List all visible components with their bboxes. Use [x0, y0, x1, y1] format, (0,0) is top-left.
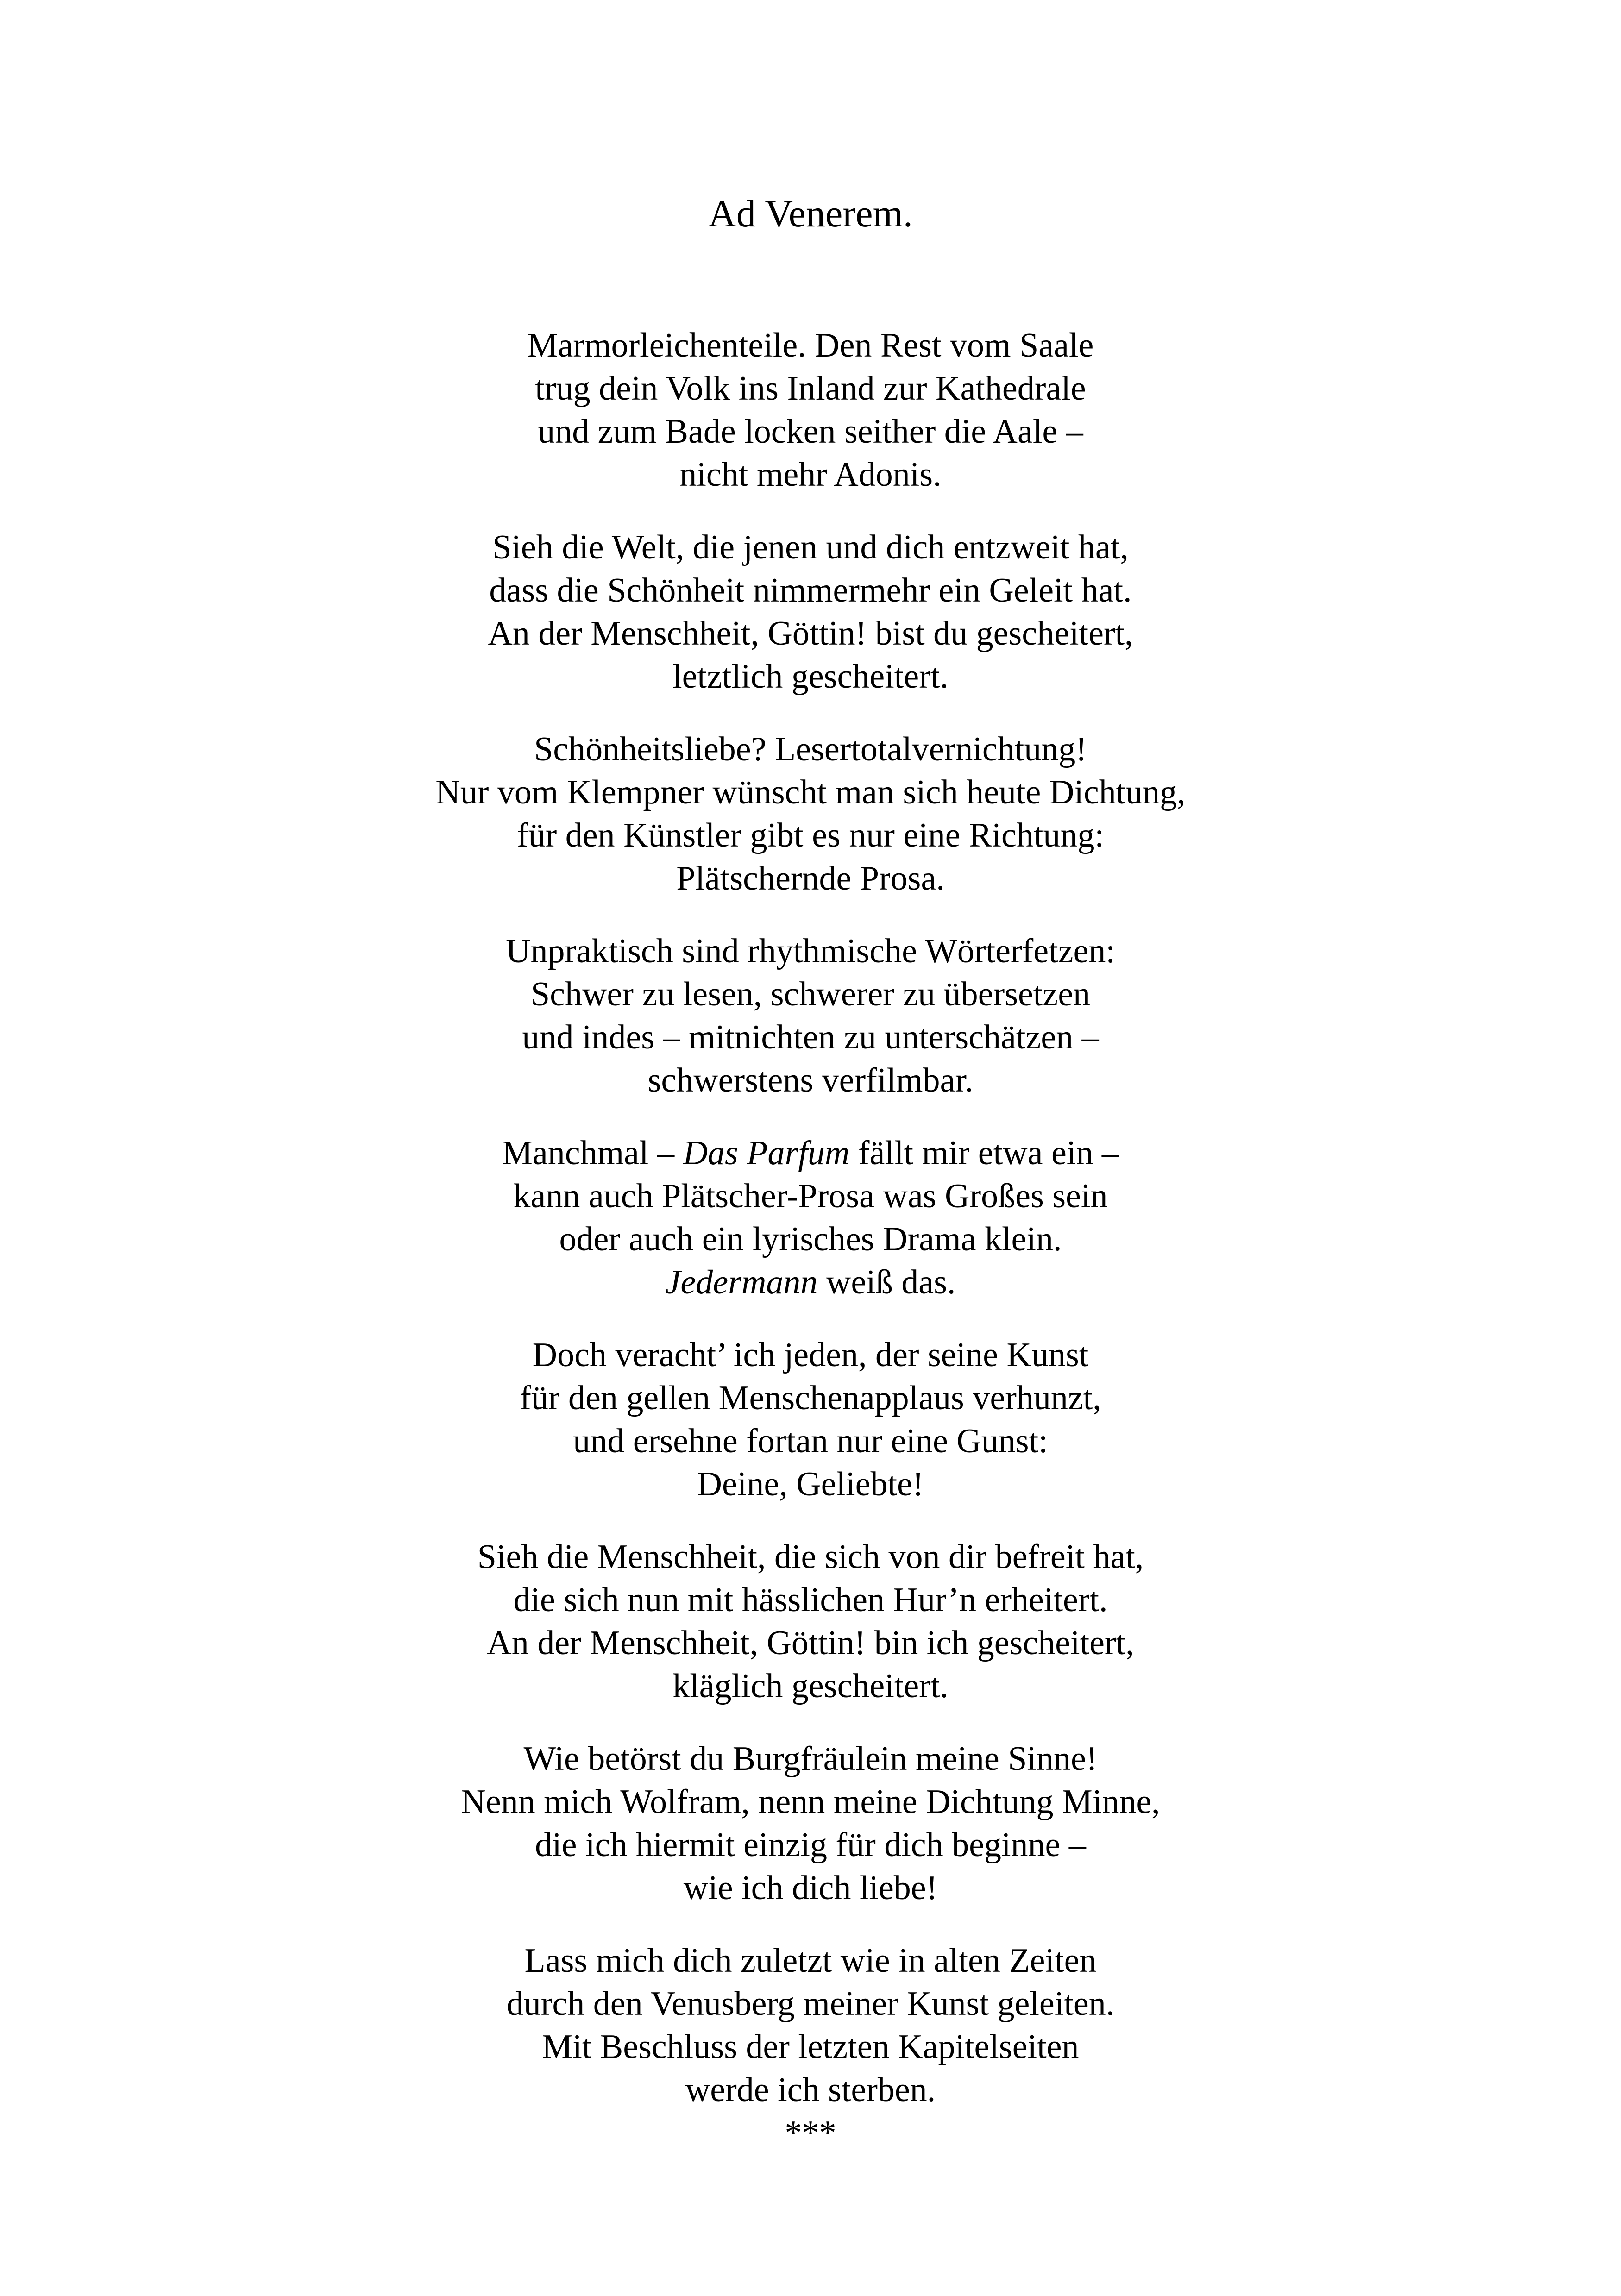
stanza-4 [0, 930, 1621, 1102]
verse-line: und indes – mitnichten zu unterschätzen – [522, 1018, 1099, 1056]
verse-text: Manchmal – [502, 1134, 683, 1172]
stanza-7 [0, 1536, 1621, 1708]
verse-line: Doch veracht’ ich jeden, der seine Kunst [532, 1336, 1089, 1374]
poem-body [0, 324, 1621, 2155]
verse-line: und ersehne fortan nur eine Gunst: [573, 1422, 1048, 1460]
verse-line: für den gellen Menschenapplaus verhunzt, [520, 1379, 1101, 1417]
verse-line: die ich hiermit einzig für dich beginne – [535, 1826, 1086, 1864]
verse-line: Marmorleichenteile. Den Rest vom Saale [527, 326, 1094, 364]
verse-line: Unpraktisch sind rhythmische Wörterfetzen: [506, 932, 1115, 970]
verse-line: An der Menschheit, Göttin! bist du gescheitert, [488, 615, 1133, 652]
verse-line: oder auch ein lyrisches Drama klein. [559, 1220, 1062, 1258]
verse-line: Deine, Geliebte! [697, 1465, 924, 1503]
stanza-5 [0, 1132, 1621, 1304]
verse-line: letztlich gescheitert. [672, 658, 949, 696]
verse-line: schwerstens verfilmbar. [647, 1061, 974, 1099]
work-title-italic: Das Parfum [683, 1134, 850, 1172]
verse-text: weiß das. [817, 1263, 956, 1301]
verse-line [0, 1261, 1621, 1304]
verse-line: trug dein Volk ins Inland zur Kathedrale [535, 370, 1086, 408]
verse-line: wie ich dich liebe! [683, 1869, 938, 1907]
verse-line: Wie betörst du Burgfräulein meine Sinne! [523, 1740, 1098, 1778]
end-asterisks: *** [785, 2114, 836, 2152]
verse-line: kann auch Plätscher-Prosa was Großes sein [513, 1177, 1108, 1215]
verse-line: nicht mehr Adonis. [679, 456, 942, 494]
verse-line: und zum Bade locken seither die Aale – [538, 413, 1083, 451]
stanza-1 [0, 324, 1621, 496]
verse-line: dass die Schönheit nimmermehr ein Geleit hat. [489, 571, 1132, 609]
verse-line: Plätschernde Prosa. [676, 859, 945, 897]
verse-line: durch den Venusberg meiner Kunst geleiten. [506, 1985, 1115, 2023]
verse-line: An der Menschheit, Göttin! bin ich gescheitert, [487, 1624, 1134, 1662]
verse-line: werde ich sterben. [685, 2071, 936, 2109]
verse-line: Lass mich dich zuletzt wie in alten Zeiten [524, 1942, 1097, 1980]
verse-line: Nenn mich Wolfram, nenn meine Dichtung Minne, [461, 1783, 1160, 1821]
verse-line: Sieh die Welt, die jenen und dich entzweit hat, [492, 528, 1129, 566]
verse-text: fällt mir etwa ein – [849, 1134, 1119, 1172]
verse-line: kläglich gescheitert. [672, 1667, 949, 1705]
stanza-2 [0, 526, 1621, 698]
verse-line [0, 1132, 1621, 1175]
stanza-3 [0, 728, 1621, 900]
work-title-italic: Jedermann [665, 1263, 818, 1301]
verse-line: Mit Beschluss der letzten Kapitelseiten [542, 2028, 1079, 2066]
verse-line: Schwer zu lesen, schwerer zu übersetzen [530, 975, 1091, 1013]
stanza-9 [0, 1939, 1621, 2112]
verse-line: die sich nun mit hässlichen Hur’n erheitert. [513, 1581, 1108, 1619]
verse-line: für den Künstler gibt es nur eine Richtung: [516, 816, 1104, 854]
verse-line: Sieh die Menschheit, die sich von dir befreit hat, [477, 1538, 1144, 1576]
stanza-8 [0, 1738, 1621, 1910]
stanza-6 [0, 1334, 1621, 1506]
verse-line: Schönheitsliebe? Lesertotalvernichtung! [534, 730, 1087, 768]
poem-title: Ad Venerem. [708, 192, 913, 235]
verse-line: Nur vom Klempner wünscht man sich heute Dichtung, [435, 773, 1186, 811]
